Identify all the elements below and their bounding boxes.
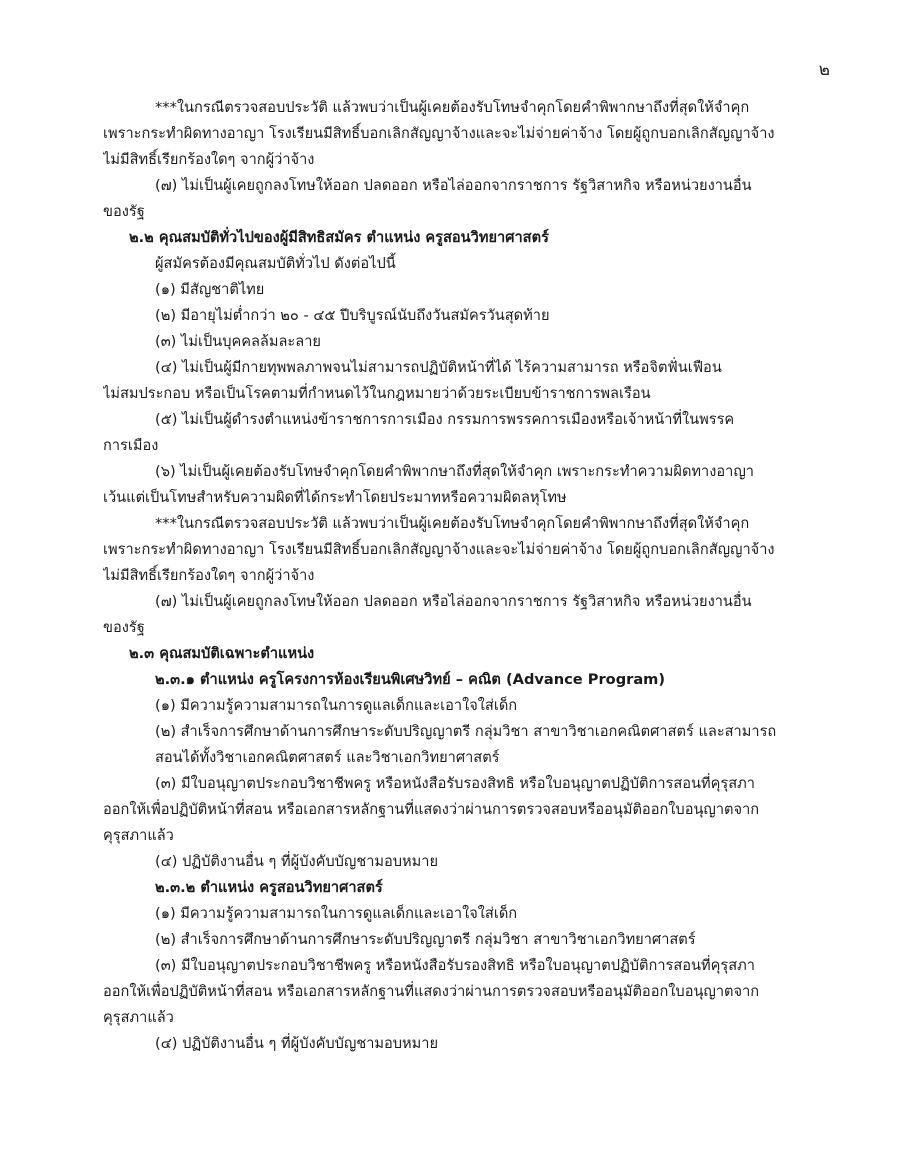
text-line: (๕) ไม่เป็นผู้ดำรงตำแหน่งข้าราชการการเมือง กรรมการพรรคการเมืองหรือเจ้าหน้าที่ในพรรค: [155, 411, 735, 428]
text-line: (๗) ไม่เป็นผู้เคยถูกลงโทษให้ออก ปลดออก หรือไล่ออกจากราชการ รัฐวิสาหกิจ หรือหน่วยงานอื่น: [155, 593, 752, 610]
text-line: (๓) ไม่เป็นบุคคลล้มละลาย: [155, 333, 321, 350]
text-line: (๖) ไม่เป็นผู้เคยต้องรับโทษจำคุกโดยคำพิพากษาถึงที่สุดให้จำคุก เพราะกระทำความผิดทางอาญา: [155, 463, 754, 480]
text-line: (๔) ไม่เป็นผู้มีกายทุพพลภาพจนไม่สามารถปฏิบัติหน้าที่ได้ ไร้ความสามารถ หรือจิตฟั่นเฟือน: [155, 359, 722, 376]
section-heading: ๒.๒ คุณสมบัติทั่วไปของผู้มีสิทธิสมัคร ตำแหน่ง ครูสอนวิทยาศาสตร์: [129, 229, 549, 246]
text-line: เว้นแต่เป็นโทษสำหรับความผิดที่ได้กระทำโดยประมาทหรือความผิดลหุโทษ: [103, 489, 567, 506]
text-line: ***ในกรณีตรวจสอบประวัติ แล้วพบว่าเป็นผู้เคยต้องรับโทษจำคุกโดยคำพิพากษาถึงที่สุดให้จำคุก: [155, 99, 750, 116]
text-line: สอนได้ทั้งวิชาเอกคณิตศาสตร์ และวิชาเอกวิทยาศาสตร์: [155, 749, 500, 766]
text-line: เพราะกระทำผิดทางอาญา โรงเรียนมีสิทธิ์บอกเลิกสัญญาจ้างและจะไม่จ่ายค่าจ้าง โดยผู้ถูกบอกเลิกสัญญาจ้าง: [103, 125, 775, 142]
text-line: (๓) มีใบอนุญาตประกอบวิชาชีพครู หรือหนังสือรับรองสิทธิ หรือใบอนุญาตปฏิบัติการสอนที่คุรุสภา: [155, 775, 755, 792]
text-line: (๒) สำเร็จการศึกษาด้านการศึกษาระดับปริญญาตรี กลุ่มวิชา สาขาวิชาเอกวิทยาศาสตร์: [155, 931, 696, 948]
text-line: คุรุสภาแล้ว: [103, 1009, 174, 1026]
section-heading: ๒.๓.๑ ตำแหน่ง ครูโครงการห้องเรียนพิเศษวิทย์ – คณิต (Advance Program): [155, 671, 666, 688]
text-line: (๗) ไม่เป็นผู้เคยถูกลงโทษให้ออก ปลดออก หรือไล่ออกจากราชการ รัฐวิสาหกิจ หรือหน่วยงานอื่น: [155, 177, 752, 194]
section-heading: ๒.๓.๒ ตำแหน่ง ครูสอนวิทยาศาสตร์: [155, 879, 383, 896]
text-line: ของรัฐ: [103, 203, 145, 220]
text-line: ออกให้เพื่อปฏิบัติหน้าที่สอน หรือเอกสารหลักฐานที่แสดงว่าผ่านการตรวจสอบหรืออนุมัติออกใบอนุญาตจาก: [103, 801, 760, 818]
text-line: ไม่มีสิทธิ์เรียกร้องใดๆ จากผู้ว่าจ้าง: [103, 151, 315, 168]
text-line: (๔) ปฏิบัติงานอื่น ๆ ที่ผู้บังคับบัญชามอบหมาย: [155, 1035, 439, 1052]
text-line: (๓) มีใบอนุญาตประกอบวิชาชีพครู หรือหนังสือรับรองสิทธิ หรือใบอนุญาตปฏิบัติการสอนที่คุรุสภา: [155, 957, 755, 974]
text-line: (๔) ปฏิบัติงานอื่น ๆ ที่ผู้บังคับบัญชามอบหมาย: [155, 853, 439, 870]
text-line: ออกให้เพื่อปฏิบัติหน้าที่สอน หรือเอกสารหลักฐานที่แสดงว่าผ่านการตรวจสอบหรืออนุมัติออกใบอนุญาตจาก: [103, 983, 760, 1000]
text-line: เพราะกระทำผิดทางอาญา โรงเรียนมีสิทธิ์บอกเลิกสัญญาจ้างและจะไม่จ่ายค่าจ้าง โดยผู้ถูกบอกเลิกสัญญาจ้าง: [103, 541, 775, 558]
text-line: (๑) มีความรู้ความสามารถในการดูแลเด็กและเอาใจใส่เด็ก: [155, 697, 518, 714]
text-line: การเมือง: [103, 437, 159, 454]
text-line: ผู้สมัครต้องมีคุณสมบัติทั่วไป ดังต่อไปนี้: [155, 255, 396, 272]
text-line: ***ในกรณีตรวจสอบประวัติ แล้วพบว่าเป็นผู้เคยต้องรับโทษจำคุกโดยคำพิพากษาถึงที่สุดให้จำคุก: [155, 515, 750, 532]
text-line: (๒) มีอายุไม่ต่ำกว่า ๒๐ - ๔๕ ปีบริบูรณ์นับถึงวันสมัครวันสุดท้าย: [155, 307, 550, 324]
section-heading: ๒.๓ คุณสมบัติเฉพาะตำแหน่ง: [129, 645, 315, 662]
text-line: (๑) มีความรู้ความสามารถในการดูแลเด็กและเอาใจใส่เด็ก: [155, 905, 518, 922]
text-line: ของรัฐ: [103, 619, 145, 636]
text-line: ไม่มีสิทธิ์เรียกร้องใดๆ จากผู้ว่าจ้าง: [103, 567, 315, 584]
text-line: (๑) มีสัญชาติไทย: [155, 281, 265, 298]
text-line: (๒) สำเร็จการศึกษาด้านการศึกษาระดับปริญญาตรี กลุ่มวิชา สาขาวิชาเอกคณิตศาสตร์ และสามารถ: [155, 723, 777, 740]
text-line: ไม่สมประกอบ หรือเป็นโรคตามที่กำหนดไว้ในกฎหมายว่าด้วยระเบียบข้าราชการพลเรือน: [103, 385, 651, 402]
page-number: ๒: [818, 60, 830, 80]
text-line: คุรุสภาแล้ว: [103, 827, 174, 844]
document-body: [103, 95, 800, 1057]
